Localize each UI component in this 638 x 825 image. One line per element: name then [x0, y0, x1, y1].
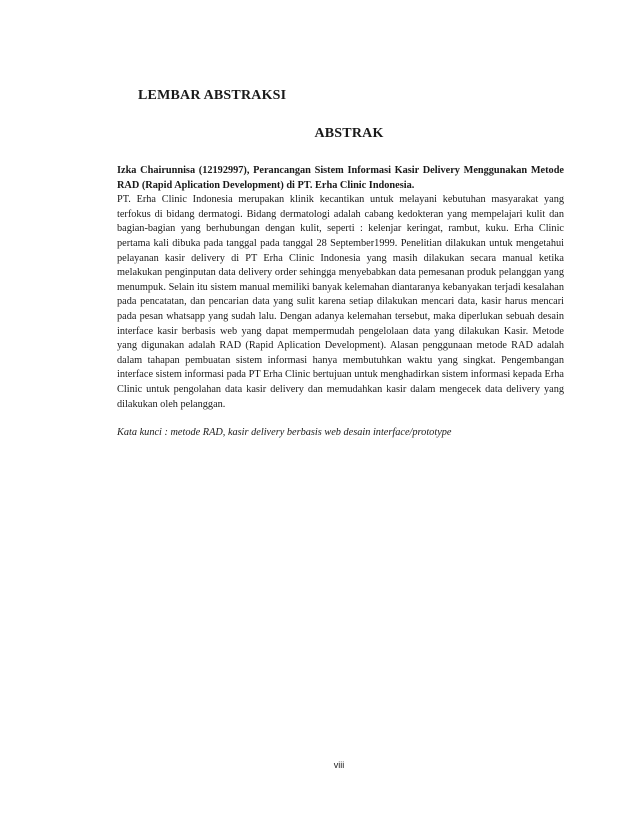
page-number: viii: [333, 760, 345, 770]
author-citation: Izka Chairunnisa (12192997), Perancangan Sistem Informasi Kasir Delivery Menggunakan Metode RAD (Rapid Aplication Development) di PT. Erha Clinic Indonesia.: [117, 165, 564, 191]
abstract-title: ABSTRAK: [314, 126, 384, 141]
page-heading: LEMBAR ABSTRAKSI: [138, 88, 287, 103]
abstract-body: PT. Erha Clinic Indonesia merupakan klinik kecantikan untuk melayani kebutuhan masyarakat yang terfokus di bidang dermatogi. Bidang dermatologi adalah cabang kedokteran yang mempelajari kulit dan bagian-bagian yang berhubungan dengan kulit, seperti : kelenjar keringat, rambut, kuku. Erha Clinic pertama kali dibuka pada tanggal pada tanggal 28 September1999. Penelitian dilakukan untuk mengetahui pelayanan kasir delivery di PT Erha Clinic Indonesia yang masih dilakukan secara manual ketika melakukan penginputan data delivery order sehingga menyebabkan data pemesanan produk pelanggan yang menumpuk. Selain itu sistem manual memiliki banyak kelemahan diantaranya kebanyakan terjadi kesalahan pada pencatatan, dan pencarian data yang sulit karena setiap dilakukan mencari data, kasir harus mencari pada pesan whatsapp yang sudah lalu. Dengan adanya kelemahan tersebut, maka diperlukan sebuah desain interface kasir berbasis web yang dapat mempermudah pengelolaan data yang dilakukan Kasir. Metode yang digunakan adalah RAD (Rapid Aplication Development). Alasan penggunaan metode RAD adalah dalam tahapan pembuatan sistem informasi hanya membutuhkan waktu yang singkat. Pengembangan interface sistem informasi pada PT Erha Clinic bertujuan untuk menghadirkan sistem informasi kepada Erha Clinic untuk pengolahan data kasir delivery dan memudahkan kasir dalam mengecek data delivery yang dilakukan oleh pelanggan.: [117, 194, 564, 410]
keywords-line: Kata kunci : metode RAD, kasir delivery berbasis web desain interface/prototype: [117, 427, 452, 439]
abstract-content: [117, 164, 564, 441]
